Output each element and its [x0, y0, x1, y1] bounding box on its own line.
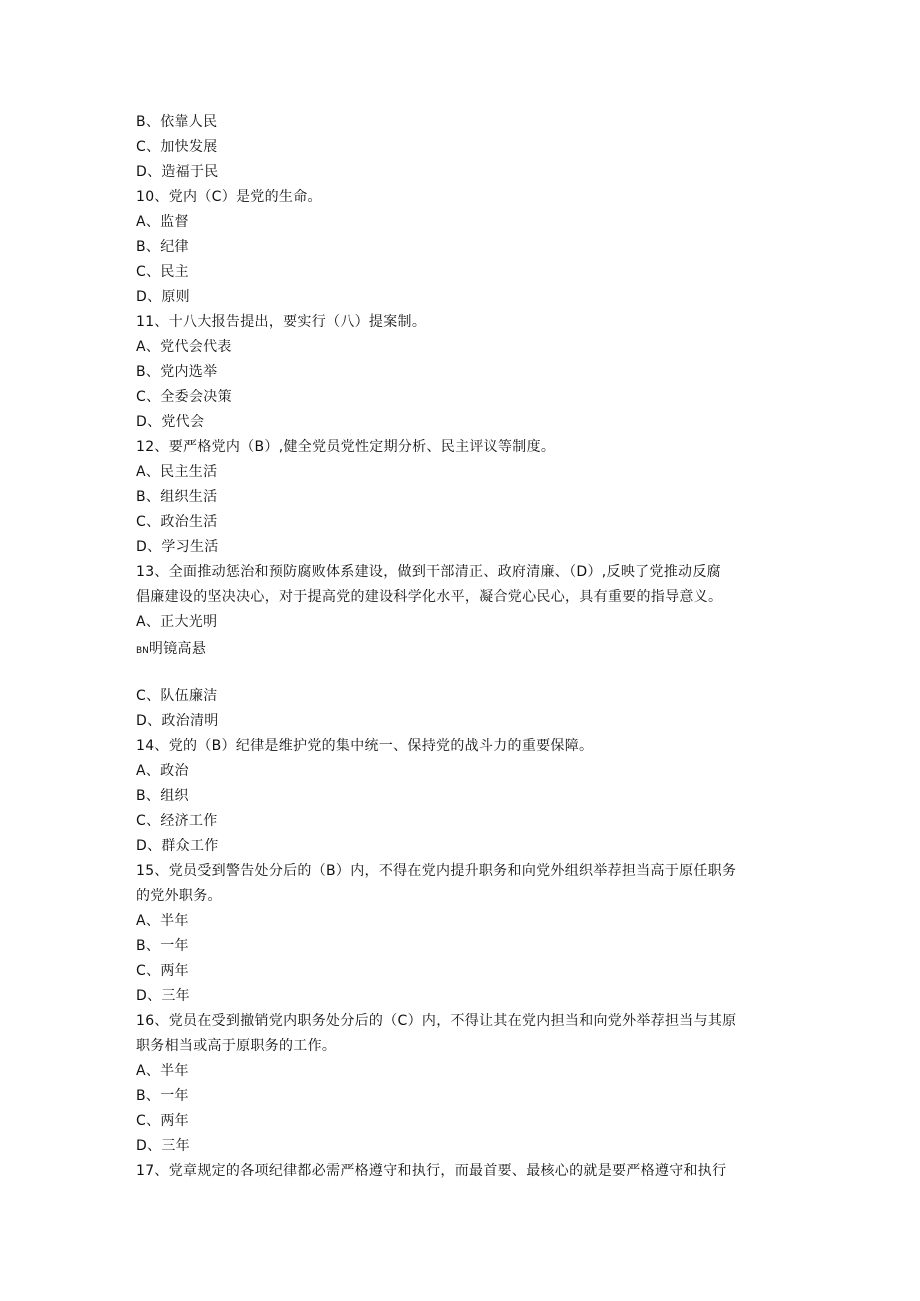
- option-line: D、党代会: [136, 414, 205, 430]
- option-line: B、组织生活: [136, 489, 218, 505]
- question-continuation-line: 职务相当或高于原职务的工作。: [136, 1038, 337, 1054]
- option-line: B、依靠人民: [136, 114, 218, 130]
- question-line: 16、党员在受到撤销党内职务处分后的（C）内，不得让其在党内担当和向党外举荐担当与其原: [136, 1013, 737, 1029]
- option-line: B、一年: [136, 1088, 189, 1104]
- option-line: C、政治生活: [136, 514, 218, 530]
- question-line: 10、党内（C）是党的生命。: [136, 189, 322, 205]
- option-line: D、群众工作: [136, 838, 219, 854]
- option-line: C、两年: [136, 963, 189, 979]
- question-block-upper: [136, 110, 796, 635]
- question-line: 14、党的（B）纪律是维护党的集中统一、保持党的战斗力的重要保障。: [136, 738, 594, 754]
- option-line: A、党代会代表: [136, 339, 232, 355]
- option-line: B、组织: [136, 788, 189, 804]
- question-line: 15、党员受到警告处分后的（B）内，不得在党内提升职务和向党外组织举荐担当高于原任职务: [136, 863, 737, 879]
- option-line: A、半年: [136, 913, 189, 929]
- option-line: A、政治: [136, 763, 189, 779]
- option-line: A、半年: [136, 1063, 189, 1079]
- option-line: C、队伍廉洁: [136, 688, 218, 704]
- option-line: C、经济工作: [136, 813, 218, 829]
- question-line: 13、全面推动惩治和预防腐败体系建设，做到干部清正、政府清廉、（D）,反映了党推动反腐: [136, 564, 721, 580]
- question-line: 11、十八大报告提出，要实行（八）提案制。: [136, 314, 427, 330]
- option-line: C、民主: [136, 264, 189, 280]
- option-line: C、加快发展: [136, 139, 218, 155]
- question-block-lower: [136, 684, 796, 1184]
- option-line: B、纪律: [136, 239, 189, 255]
- question-line: 17、党章规定的各项纪律都必需严格遵守和执行，而最首要、最核心的就是要严格遵守和执行: [136, 1163, 727, 1179]
- bn-prefix: BN: [136, 646, 149, 656]
- option-line: B、党内选举: [136, 364, 218, 380]
- option-line-bn: [136, 637, 796, 662]
- question-line: 12、要严格党内（B）,健全党员党性定期分析、民主评议等制度。: [136, 439, 556, 455]
- option-line: A、正大光明: [136, 614, 218, 630]
- option-line: C、两年: [136, 1113, 189, 1129]
- option-line: D、原则: [136, 289, 190, 305]
- question-continuation-line: 的党外职务。: [136, 888, 222, 904]
- question-continuation-line: 倡廉建设的坚决决心，对于提高党的建设科学化水平，凝合党心民心，具有重要的指导意义。: [136, 589, 723, 605]
- document-body: [136, 110, 796, 1184]
- option-line: D、学习生活: [136, 539, 219, 555]
- option-line: D、造福于民: [136, 164, 219, 180]
- option-line: A、民主生活: [136, 464, 218, 480]
- blank-gap: [136, 662, 796, 684]
- option-line: A、监督: [136, 214, 189, 230]
- option-line: D、政治清明: [136, 713, 219, 729]
- option-line: B、一年: [136, 938, 189, 954]
- option-line: D、三年: [136, 988, 190, 1004]
- bn-option-text: 明镜高悬: [148, 641, 207, 657]
- option-line: C、全委会决策: [136, 389, 232, 405]
- option-line: D、三年: [136, 1138, 190, 1154]
